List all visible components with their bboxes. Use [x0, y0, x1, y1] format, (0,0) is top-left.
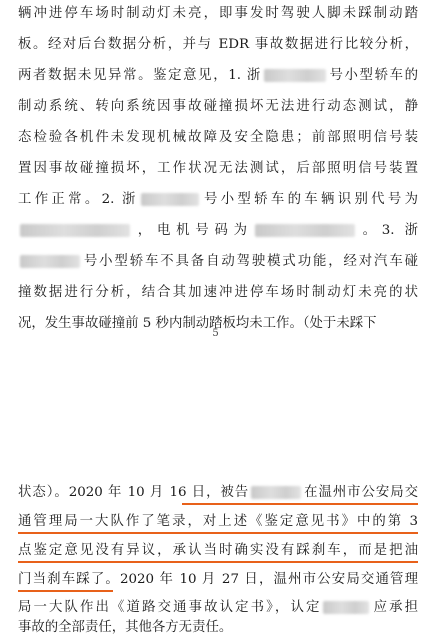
- redacted-plate: [20, 255, 80, 268]
- text-segment: 号小型轿车不具备自动驾驶模式功能，经对汽车碰: [82, 254, 418, 269]
- text-line-7: [18, 189, 418, 211]
- highlight-underline: [18, 561, 418, 563]
- redacted-motor-number: [255, 224, 355, 237]
- text-segment: 应承担: [371, 600, 418, 615]
- text-segment: 号小型轿车的车辆识别代号为: [200, 192, 418, 207]
- text-line-2: 板。经对后台数据分析，并与 EDR 事故数据进行比较分析，: [18, 37, 418, 52]
- text-line-11: 况，发生事故碰撞前 5 秒内制动踏板均未工作。（处于未踩下: [18, 316, 377, 331]
- highlight-underline: [18, 532, 418, 534]
- text-line-15: 门当刹车踩了。2020 年 10 月 27 日，温州市公安局交通管理: [18, 572, 418, 587]
- text-segment: 工作正常。2. 浙: [18, 192, 139, 207]
- text-segment: ，电机号码为: [132, 223, 253, 238]
- text-line-1: 辆冲进停车场时制动灯未亮，即事发时驾驶人脚未踩制动踏: [18, 6, 418, 21]
- text-line-12: [18, 482, 418, 504]
- highlight-underline: [182, 503, 418, 505]
- text-line-9: [18, 251, 418, 273]
- redacted-plate: [264, 69, 326, 82]
- text-line-13: 通管理局一大队作了笔录，对上述《鉴定意见书》中的第 3: [18, 514, 418, 529]
- text-segment: 。3. 浙: [356, 223, 418, 238]
- text-segment: 局一大队作出《道路交通事故认定书》，认定: [18, 600, 322, 615]
- text-line-16: [18, 597, 418, 619]
- text-line-10: 撞数据进行分析，结合其加速冲进停车场时制动灯未亮的状: [18, 285, 418, 300]
- page-number: 5: [212, 328, 219, 339]
- text-line-6: 置因事故碰撞损坏，工作状况无法测试，后部照明信号装置: [18, 161, 418, 176]
- text-segment: 状态）。2020 年 10 月 16 日，被告: [18, 485, 250, 500]
- text-line-5: 态检验各机件未发现机械故障及安全隐患；前部照明信号装: [18, 130, 418, 145]
- text-line-8: [18, 220, 418, 242]
- text-segment: 在温州市公安局交: [303, 485, 418, 500]
- highlight-underline: [18, 590, 113, 592]
- text-line-17: 事故的全部责任，其他各方无责任。: [18, 620, 233, 635]
- text-line-4: 制动系统、转向系统因事故碰撞损坏无法进行动态测试，静: [18, 99, 418, 114]
- redacted-name: [251, 486, 301, 499]
- redacted-plate: [141, 193, 199, 206]
- text-segment: 两者数据未见异常。鉴定意见，1. 浙: [18, 68, 262, 83]
- text-line-3: [18, 65, 418, 87]
- redacted-vin: [20, 224, 130, 237]
- text-line-14: 点鉴定意见没有异议，承认当时确实没有踩刹车，而是把油: [18, 543, 418, 558]
- text-segment: 号小型轿车的: [327, 68, 418, 83]
- redacted-name: [323, 601, 369, 614]
